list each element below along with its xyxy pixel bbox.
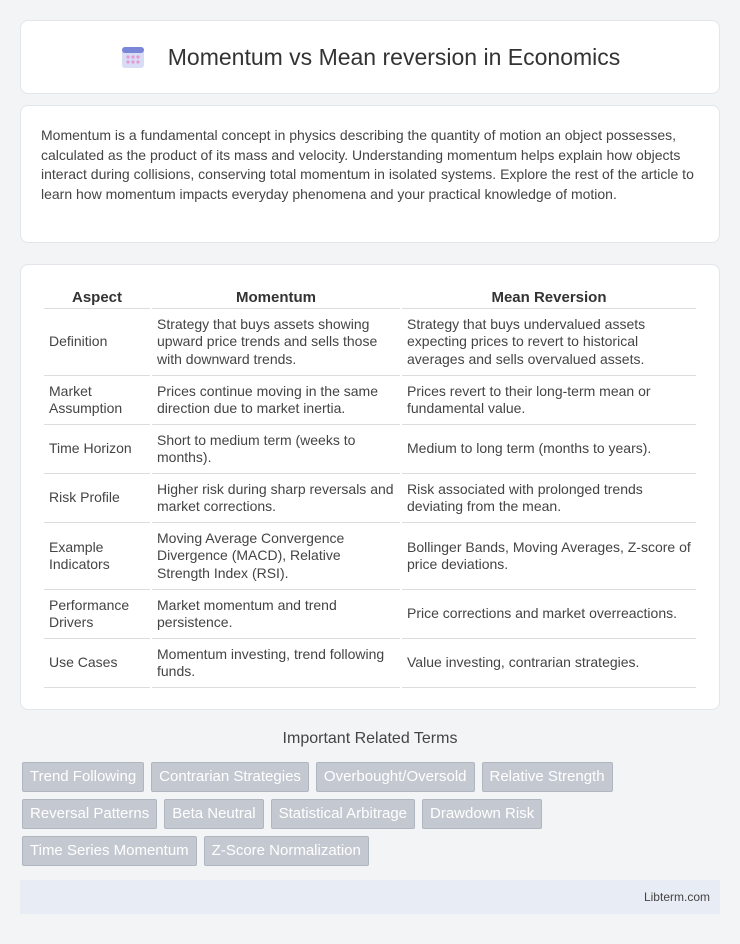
cell-aspect: Risk Profile	[44, 474, 150, 523]
calendar-icon	[120, 44, 146, 70]
cell-mean-reversion: Value investing, contrarian strategies.	[402, 639, 696, 688]
cell-mean-reversion: Strategy that buys undervalued assets expecting prices to revert to historical averages and sells overvalued assets.	[402, 309, 696, 376]
related-term-tag[interactable]: Beta Neutral	[164, 799, 263, 829]
table-row	[44, 425, 696, 474]
cell-mean-reversion: Risk associated with prolonged trends deviating from the mean.	[402, 474, 696, 523]
cell-mean-reversion: Bollinger Bands, Moving Averages, Z-score of price deviations.	[402, 523, 696, 590]
cell-aspect: Market Assumption	[44, 376, 150, 425]
cell-momentum: Strategy that buys assets showing upward price trends and sells those with downward trends.	[152, 309, 400, 376]
related-term-tag[interactable]: Drawdown Risk	[422, 799, 542, 829]
header-aspect: Aspect	[44, 285, 150, 309]
table-header-row	[44, 285, 696, 309]
footer	[20, 880, 720, 914]
related-term-tag[interactable]: Time Series Momentum	[22, 836, 197, 866]
intro-card	[20, 105, 720, 243]
related-term-tag[interactable]: Z-Score Normalization	[204, 836, 369, 866]
table-row	[44, 590, 696, 639]
table-row	[44, 309, 696, 376]
cell-momentum: Market momentum and trend persistence.	[152, 590, 400, 639]
cell-mean-reversion: Price corrections and market overreactions.	[402, 590, 696, 639]
related-terms-title: Important Related Terms	[282, 730, 458, 747]
table-row	[44, 523, 696, 590]
page-title: Momentum vs Mean reversion in Economics	[167, 43, 621, 70]
cell-mean-reversion: Medium to long term (months to years).	[402, 425, 696, 474]
header-momentum: Momentum	[152, 285, 400, 309]
related-term-tag[interactable]: Reversal Patterns	[22, 799, 157, 829]
cell-aspect: Use Cases	[44, 639, 150, 688]
intro-text: Momentum is a fundamental concept in physics describing the quantity of motion an object possesses, calculated as the product of its mass and velocity. Understanding momentum helps explain how objects interact during collisions, conserving total momentum in isolated systems. Explore the rest of the article to learn how momentum impacts everyday phenomena and your practical knowledge of motion.	[41, 127, 694, 202]
related-term-tag[interactable]: Relative Strength	[482, 762, 613, 792]
related-term-tag[interactable]: Trend Following	[22, 762, 144, 792]
comparison-table	[42, 285, 698, 688]
cell-momentum: Moving Average Convergence Divergence (MACD), Relative Strength Index (RSI).	[152, 523, 400, 590]
comparison-table-card	[20, 264, 720, 710]
table-row	[44, 376, 696, 425]
cell-momentum: Higher risk during sharp reversals and market corrections.	[152, 474, 400, 523]
table-row	[44, 474, 696, 523]
cell-aspect: Definition	[44, 309, 150, 376]
cell-momentum: Prices continue moving in the same direction due to market inertia.	[152, 376, 400, 425]
related-term-tag[interactable]: Contrarian Strategies	[151, 762, 309, 792]
cell-aspect: Performance Drivers	[44, 590, 150, 639]
cell-aspect: Time Horizon	[44, 425, 150, 474]
footer-site-link[interactable]: Libterm.com	[643, 890, 710, 904]
related-terms-list	[22, 762, 722, 873]
header-mean-reversion: Mean Reversion	[402, 285, 696, 309]
cell-momentum: Short to medium term (weeks to months).	[152, 425, 400, 474]
cell-momentum: Momentum investing, trend following funds.	[152, 639, 400, 688]
table-row	[44, 639, 696, 688]
header-card	[20, 20, 720, 94]
related-term-tag[interactable]: Overbought/Oversold	[316, 762, 475, 792]
cell-aspect: Example Indicators	[44, 523, 150, 590]
cell-mean-reversion: Prices revert to their long-term mean or fundamental value.	[402, 376, 696, 425]
related-term-tag[interactable]: Statistical Arbitrage	[271, 799, 415, 829]
